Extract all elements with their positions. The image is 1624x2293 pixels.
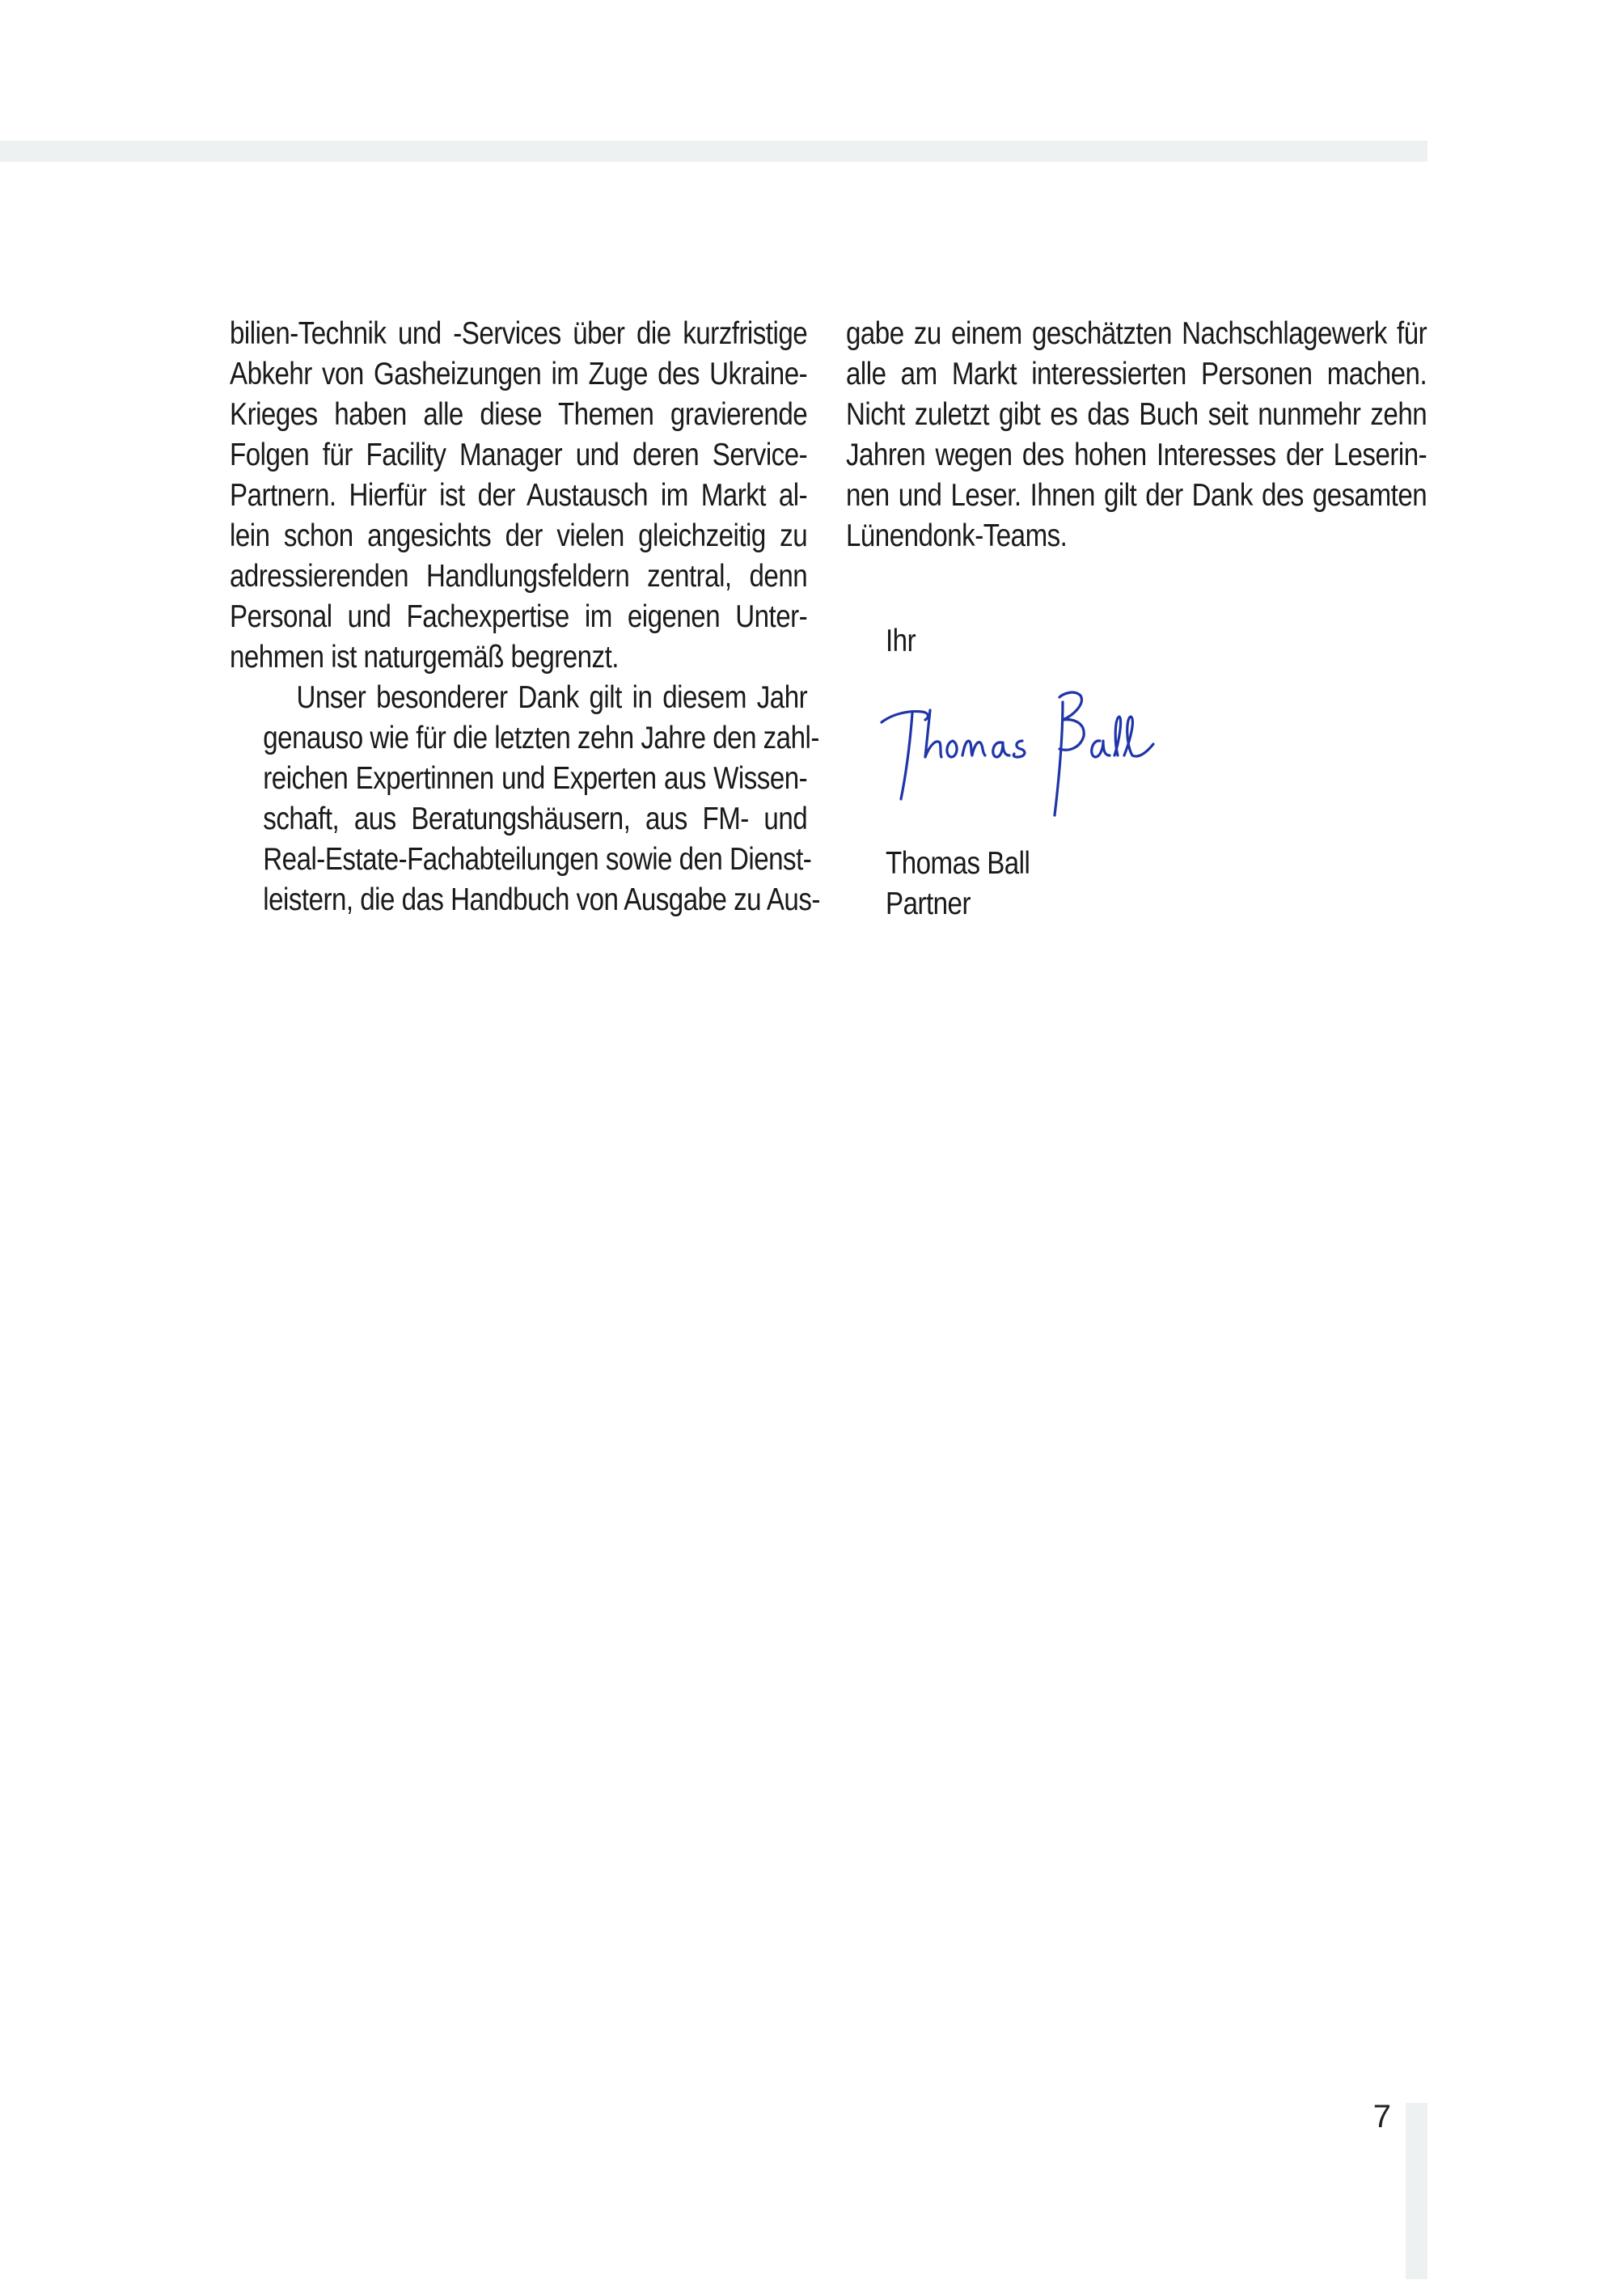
text-line: reichen Expertinnen und Experten aus Wissen- [263,761,808,796]
text-line: genauso wie für die letzten zehn Jahre den zahl- [263,721,819,755]
text-line: schaft, aus Beratungshäusern, aus FM- und [263,802,808,836]
text-line: Unser besonderer Dank gilt in diesem Jahr [296,680,808,715]
salutation-text: Ihr [886,624,916,658]
signer-title [886,884,984,924]
text-line: Nicht zuletzt gibt es das Buch seit nunmehr zehn [846,397,1427,432]
text-line: leistern, die das Handbuch von Ausgabe zu Aus- [263,882,820,917]
text-line: Partnern. Hierfür ist der Austausch im Markt al- [230,478,808,513]
text-line: Krieges haben alle diese Themen gravierende [230,397,808,432]
text-line: Real-Estate-Fachabteilungen sowie den Dienst- [263,842,812,877]
text-line: nen und Leser. Ihnen gilt der Dank des gesamten [846,478,1427,513]
paragraph-2 [230,678,820,920]
right-column [846,314,1427,556]
left-column [230,314,820,920]
text-line: lein schon angesichts der vielen gleichzeitig zu [230,518,808,553]
text-line: bilien-Technik und -Services über die kurzfristige [230,316,808,351]
text-line: alle am Markt interessierten Personen machen. [846,357,1427,391]
handwritten-signature [872,678,1163,823]
paragraph-1 [230,314,807,678]
text-line: nehmen ist naturgemäß begrenzt. [230,640,619,675]
text-line: Lünendonk-Teams. [846,518,1068,553]
text-line: gabe zu einem geschätzten Nachschlagewerk für [846,316,1427,351]
text-line: Abkehr von Gasheizungen im Zuge des Ukraine- [230,357,808,391]
signer-name [886,844,1053,884]
header-band [0,141,1427,162]
signer-name-text: Thomas Ball [886,846,1030,881]
text-line: adressierenden Handlungsfeldern zentral, denn [230,559,808,594]
signer-title-text: Partner [886,886,971,921]
text-line: Jahren wegen des hohen Interesses der Leserin- [846,438,1427,472]
page-number: 7 [1372,2099,1391,2134]
footer-band [1406,2103,1427,2279]
paragraph-3 [846,314,1427,556]
text-line: Folgen für Facility Manager und deren Service- [230,438,808,472]
text-line: Personal und Fachexpertise im eigenen Unter- [230,599,808,634]
salutation [886,621,920,662]
